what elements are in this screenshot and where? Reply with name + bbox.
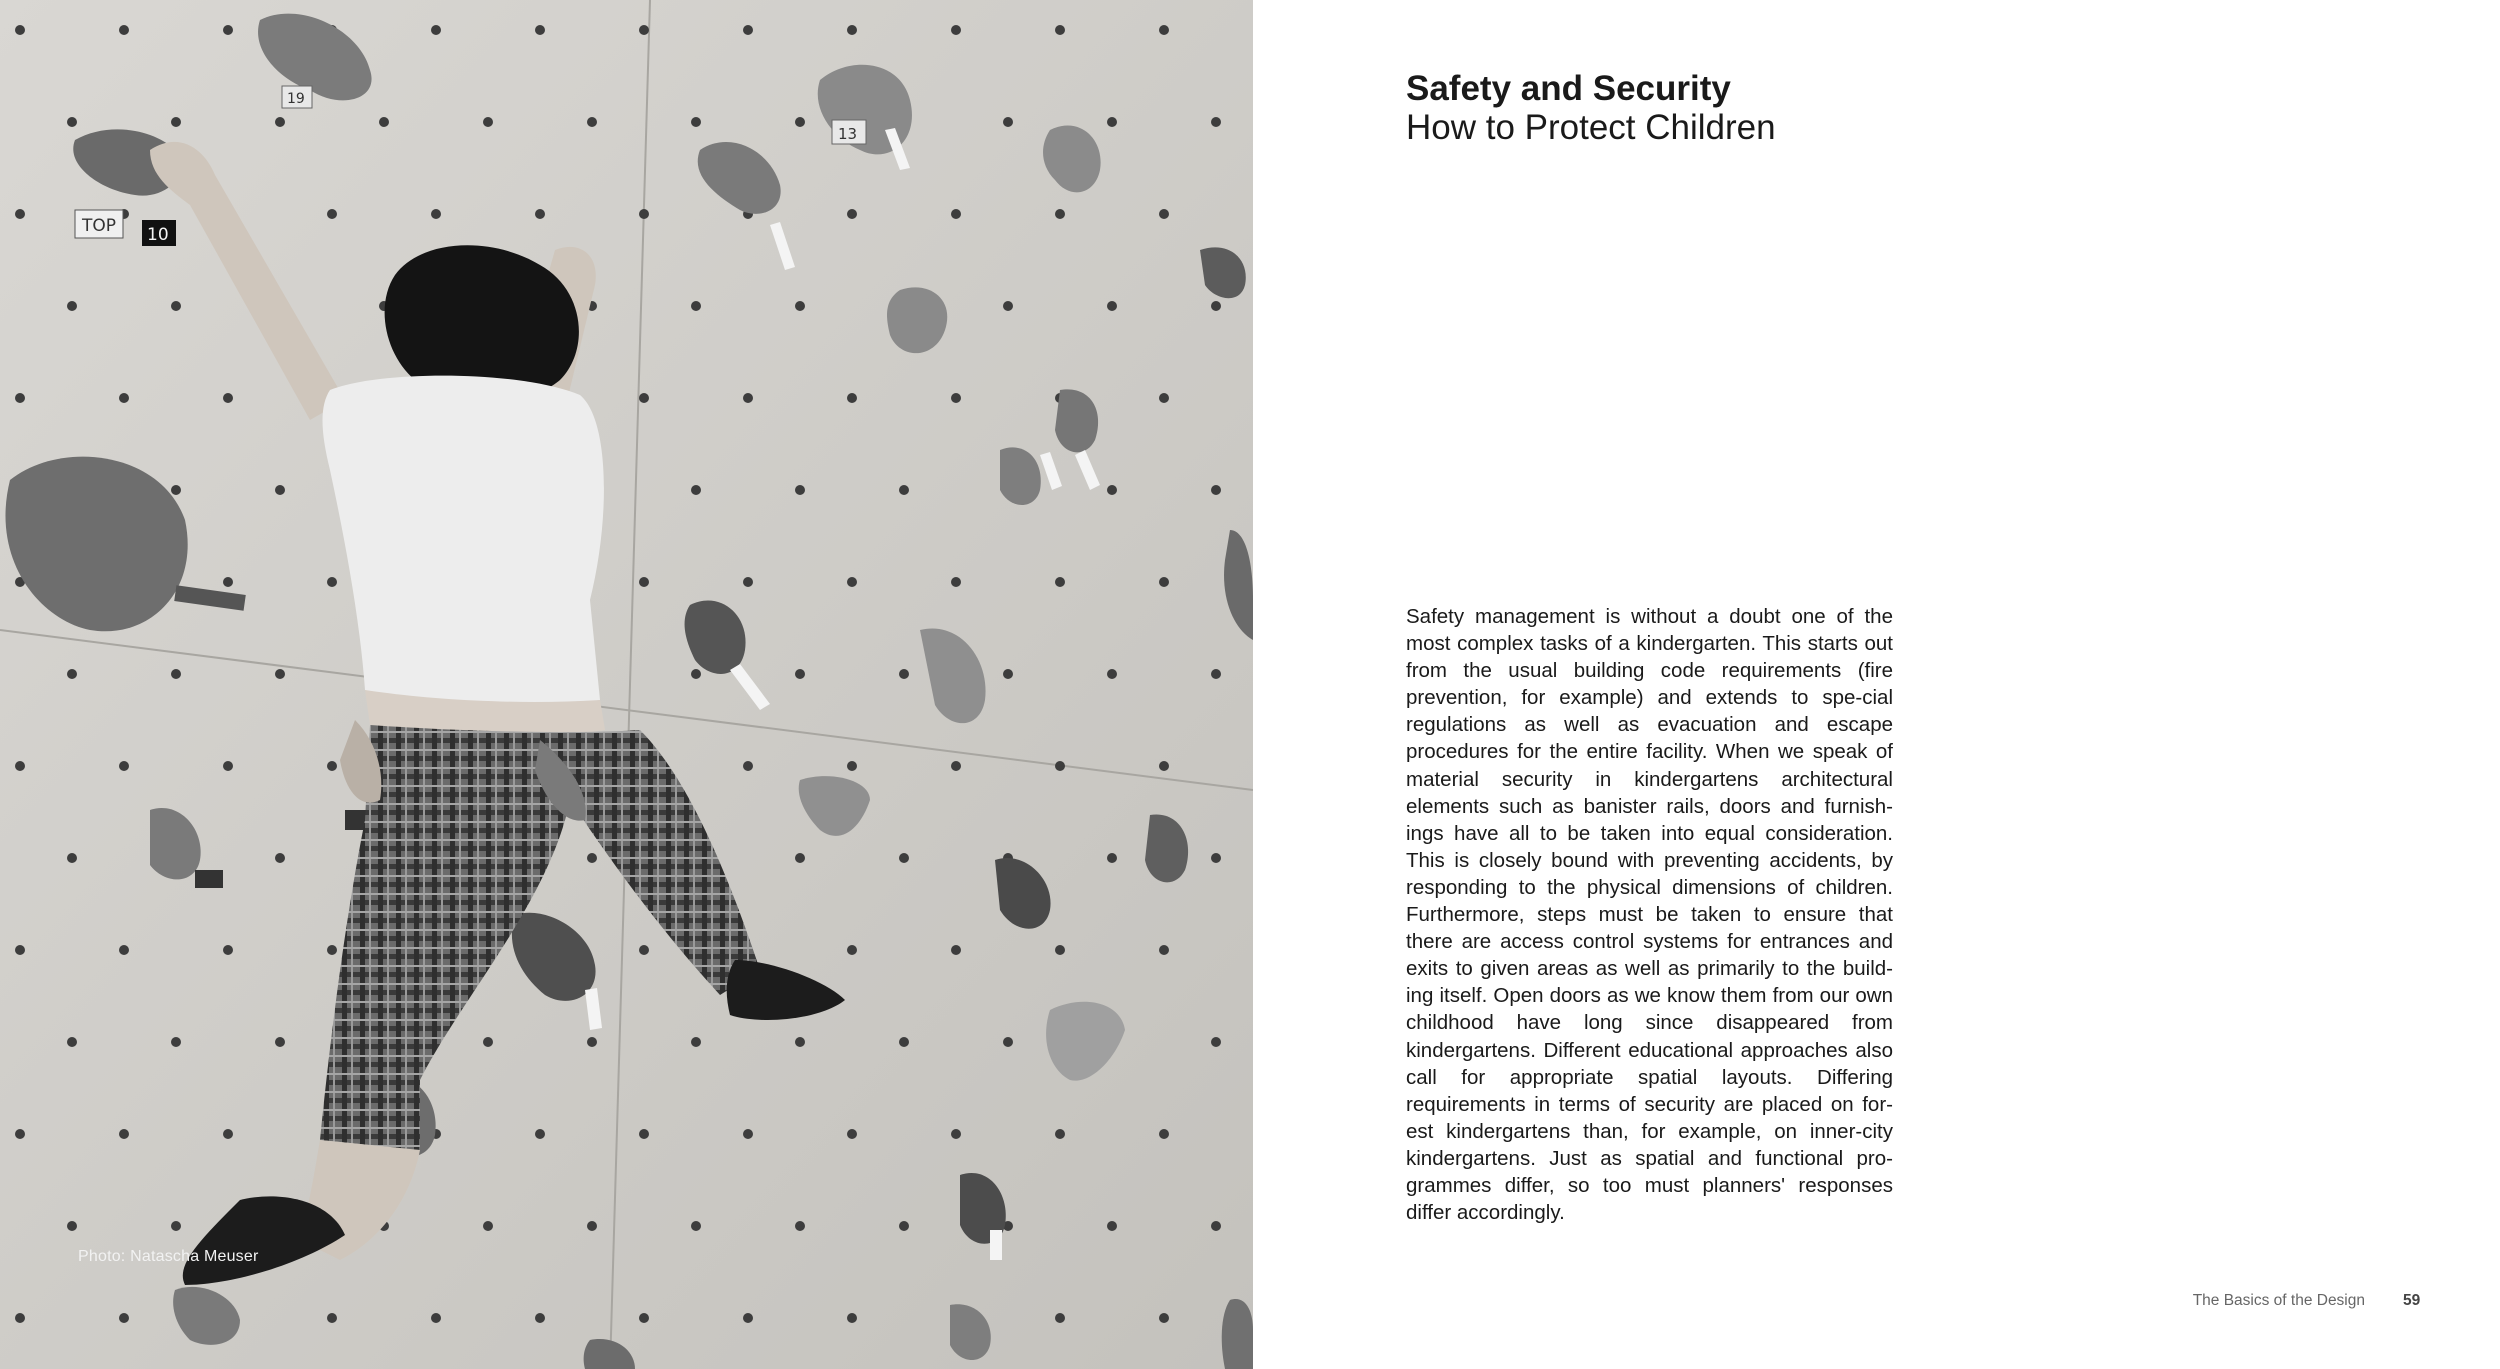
photo-credit: Photo: Natascha Meuser (78, 1248, 259, 1265)
bolt-hole (899, 1221, 909, 1231)
bolt-hole (535, 209, 545, 219)
bolt-hole (327, 761, 337, 771)
bolt-hole (171, 485, 181, 495)
footer-section-title: The Basics of the Design (2192, 1292, 2365, 1309)
bolt-hole (15, 761, 25, 771)
bolt-hole (1055, 577, 1065, 587)
bolt-hole (1107, 485, 1117, 495)
bolt-hole (1107, 301, 1117, 311)
bolt-hole (535, 1313, 545, 1323)
bolt-hole (1159, 577, 1169, 587)
bolt-hole (483, 1221, 493, 1231)
bolt-hole (1211, 117, 1221, 127)
bolt-hole (743, 761, 753, 771)
bolt-hole (847, 577, 857, 587)
bolt-hole (1159, 1129, 1169, 1139)
bolt-hole (275, 853, 285, 863)
bolt-hole (223, 945, 233, 955)
bolt-hole (795, 1037, 805, 1047)
bolt-hole (67, 853, 77, 863)
tag-nineteen-label: 19 (287, 91, 305, 107)
bolt-hole (639, 25, 649, 35)
bolt-hole (1211, 301, 1221, 311)
bolt-hole (795, 301, 805, 311)
bolt-hole (1159, 25, 1169, 35)
bolt-hole (899, 485, 909, 495)
page-subtitle: How to Protect Children (1406, 108, 1776, 147)
bolt-hole (899, 853, 909, 863)
bolt-hole (223, 761, 233, 771)
bolt-hole (1055, 945, 1065, 955)
bolt-hole (327, 209, 337, 219)
bolt-hole (587, 1221, 597, 1231)
bolt-hole (67, 301, 77, 311)
bolt-hole (171, 1221, 181, 1231)
bolt-hole (691, 485, 701, 495)
bolt-hole (795, 1221, 805, 1231)
bolt-hole (1159, 945, 1169, 955)
bolt-hole (847, 945, 857, 955)
tag-ten-label: 10 (147, 225, 169, 245)
bolt-hole (15, 393, 25, 403)
bolt-hole (67, 669, 77, 679)
bolt-hole (1211, 485, 1221, 495)
bolt-hole (847, 761, 857, 771)
bolt-hole (795, 853, 805, 863)
bolt-hole (743, 25, 753, 35)
bolt-hole (275, 485, 285, 495)
tag (195, 870, 223, 888)
bolt-hole (171, 1037, 181, 1047)
bolt-hole (899, 1037, 909, 1047)
bolt-hole (951, 945, 961, 955)
bolt-hole (275, 117, 285, 127)
bolt-hole (431, 209, 441, 219)
bolt-hole (795, 669, 805, 679)
bolt-hole (431, 1313, 441, 1323)
bolt-hole (327, 577, 337, 587)
bolt-hole (1159, 761, 1169, 771)
bolt-hole (67, 1037, 77, 1047)
bolt-hole (483, 117, 493, 127)
bolt-hole (15, 1129, 25, 1139)
bolt-hole (15, 1313, 25, 1323)
bolt-hole (639, 393, 649, 403)
bolt-hole (847, 209, 857, 219)
page-number: 59 (2403, 1292, 2421, 1309)
bolt-hole (1055, 209, 1065, 219)
bolt-hole (1159, 1313, 1169, 1323)
bolt-hole (587, 117, 597, 127)
bolt-hole (1003, 301, 1013, 311)
bolt-hole (15, 209, 25, 219)
bolt-hole (1055, 761, 1065, 771)
bolt-hole (639, 945, 649, 955)
bolt-hole (327, 1313, 337, 1323)
bolt-hole (535, 25, 545, 35)
bolt-hole (67, 117, 77, 127)
bolt-hole (223, 1129, 233, 1139)
bolt-hole (431, 25, 441, 35)
bolt-hole (743, 393, 753, 403)
bolt-hole (847, 393, 857, 403)
bolt-hole (847, 1129, 857, 1139)
bolt-hole (119, 1313, 129, 1323)
bolt-hole (1003, 117, 1013, 127)
bolt-hole (1107, 853, 1117, 863)
bolt-hole (639, 1129, 649, 1139)
bolt-hole (1211, 669, 1221, 679)
bolt-hole (275, 669, 285, 679)
bolt-hole (15, 945, 25, 955)
bolt-hole (639, 1313, 649, 1323)
bolt-hole (171, 669, 181, 679)
bolt-hole (1159, 393, 1169, 403)
bolt-hole (379, 117, 389, 127)
bolt-hole (119, 25, 129, 35)
tag-thirteen-label: 13 (838, 125, 858, 143)
bolt-hole (119, 393, 129, 403)
bolt-hole (119, 1129, 129, 1139)
bolt-hole (1003, 1037, 1013, 1047)
bolt-hole (535, 1129, 545, 1139)
bolt-hole (951, 1129, 961, 1139)
bolt-hole (1003, 669, 1013, 679)
bolt-hole (1107, 1221, 1117, 1231)
bolt-hole (1055, 1129, 1065, 1139)
bolt-hole (847, 25, 857, 35)
bolt-hole (639, 209, 649, 219)
bolt-hole (691, 1037, 701, 1047)
bolt-hole (223, 25, 233, 35)
bolt-hole (951, 577, 961, 587)
bolt-hole (691, 117, 701, 127)
bolt-hole (1055, 1313, 1065, 1323)
bolt-hole (795, 117, 805, 127)
bolt-hole (171, 301, 181, 311)
bolt-hole (691, 1221, 701, 1231)
bolt-hole (1211, 1221, 1221, 1231)
bolt-hole (951, 393, 961, 403)
bolt-hole (1107, 117, 1117, 127)
bolt-hole (119, 761, 129, 771)
bolt-hole (1211, 853, 1221, 863)
bolt-hole (691, 669, 701, 679)
bolt-hole (795, 485, 805, 495)
hold (1222, 1299, 1253, 1369)
bolt-hole (223, 393, 233, 403)
body-paragraph: Safety management is without a doubt one of the most complex tasks of a kindergarten. This starts out from the usual building code requirements (fire prevention, for example) and extends to spe-cial regulations as well as evacuation and escape procedures for the entire facility. When we speak of material security in kindergartens architectural elements such as banister rails, doors and furnish-ings have all to be taken into equal consideration. This is closely bound with preventing accidents, by responding to the physical dimensions of children. Furthermore, steps must be taken to ensure that there are access control systems for entrances and exits to given areas as well as primarily to the build-ing itself. Open doors as we know them from our own childhood have long since disappeared from kindergartens. Different educational approaches also call for appropriate spatial layouts. Differing requirements in terms of security are placed on for-est kindergartens than, for example, on inner-city kindergartens. Just as spatial and functional pro-grammes differ, so too must planners' responses differ accordingly. (1406, 605, 1893, 1225)
bolt-hole (951, 25, 961, 35)
bolt-hole (899, 669, 909, 679)
bolt-hole (587, 1037, 597, 1047)
page-title: Safety and Security (1406, 69, 1731, 108)
bolt-hole (587, 853, 597, 863)
bolt-hole (743, 577, 753, 587)
bolt-hole (639, 577, 649, 587)
bolt-hole (951, 761, 961, 771)
bolt-hole (1211, 1037, 1221, 1047)
bolt-hole (67, 1221, 77, 1231)
bolt-hole (691, 301, 701, 311)
bolt-hole (1159, 209, 1169, 219)
bolt-hole (1055, 25, 1065, 35)
bolt-hole (847, 1313, 857, 1323)
bolt-hole (327, 945, 337, 955)
bolt-hole (743, 1129, 753, 1139)
bolt-hole (119, 945, 129, 955)
bolt-hole (15, 25, 25, 35)
bolt-hole (743, 1313, 753, 1323)
bolt-hole (275, 1037, 285, 1047)
bolt-hole (223, 577, 233, 587)
bolt-hole (171, 117, 181, 127)
bolt-hole (483, 1037, 493, 1047)
bolt-hole (951, 209, 961, 219)
tag-top-label: TOP (82, 216, 117, 236)
bolt-hole (1107, 669, 1117, 679)
